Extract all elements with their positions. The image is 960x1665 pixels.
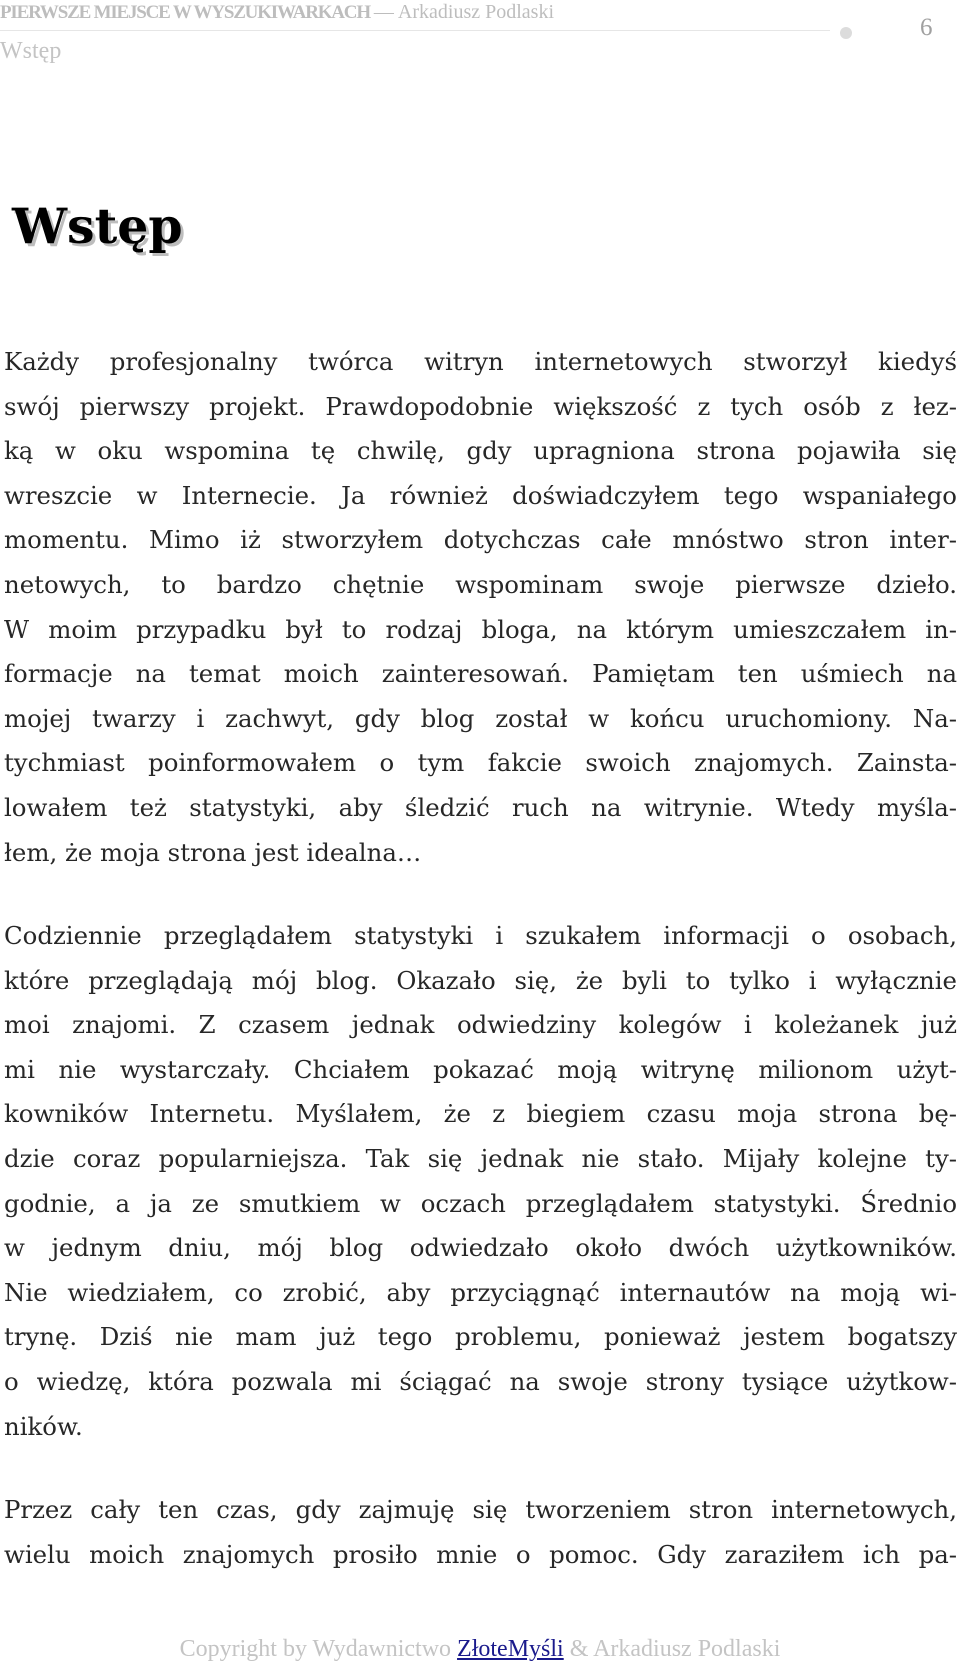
paragraph-line: Codziennie przeglądałem statystyki i szukałem informacji o osobach,: [4, 921, 957, 950]
paragraph-line: o wiedzę, która pozwala mi ściągać na swoje strony tysiące użytkow-: [4, 1366, 957, 1396]
paragraph-line: w jednym dniu, mój blog odwiedzało około dwóch użytkowników.: [4, 1233, 957, 1263]
paragraph-line: lowałem też statystyki, aby śledzić ruch na witrynie. Wtedy myśla-: [4, 792, 957, 822]
paragraph-line: tychmiast poinformowałem o tym fakcie swoich znajomych. Zainsta-: [4, 748, 957, 778]
paragraph-line: ników.: [4, 1411, 83, 1441]
paragraph-line: swój pierwszy projekt. Prawdopodobnie większość z tych osób z łez-: [4, 391, 957, 421]
publisher-link[interactable]: ZłoteMyśli: [457, 1636, 564, 1662]
paragraph-line: godnie, a ja ze smutkiem w oczach przeglądałem statystyki. Średnio: [4, 1188, 957, 1218]
paragraph-line: Nie wiedziałem, co zrobić, aby przyciągnąć internautów na moją wi-: [4, 1277, 957, 1307]
chapter-title: Wstęp: [12, 197, 183, 255]
paragraph-line: ką w oku wspomina tę chwilę, gdy upragniona strona pojawiła się: [4, 436, 957, 466]
header-bullet-icon: [840, 27, 852, 39]
running-header: [0, 0, 860, 24]
paragraph-line: netowych, to bardzo chętnie wspominam swoje pierwsze dzieło.: [4, 569, 957, 599]
paragraph-line: trynę. Dziś nie mam już tego problemu, ponieważ jestem bogatszy: [4, 1322, 957, 1352]
header-author: Arkadiusz Podlaski: [397, 1, 555, 23]
paragraph-line: wreszcie w Internecie. Ja również doświadczyłem tego wspaniałego: [4, 480, 957, 510]
paragraph-line: które przeglądają mój blog. Okazało się, że byli to tylko i wyłącznie: [4, 965, 957, 995]
page-footer: [0, 1636, 960, 1663]
paragraph-3: [4, 1488, 957, 1577]
paragraph-line: Każdy profesjonalny twórca witryn internetowych stworzył kiedyś: [4, 347, 957, 376]
paragraph-line: W moim przypadku był to rodzaj bloga, na którym umieszczałem in-: [4, 614, 957, 644]
paragraph-line: dzie coraz popularniejsza. Tak się jednak nie stało. Mijały kolejne ty-: [4, 1143, 957, 1173]
paragraph-line: mojej twarzy i zachwyt, gdy blog został w końcu uruchomiony. Na-: [4, 703, 957, 733]
paragraph-line: formacje na temat moich zainteresowań. Pamiętam ten uśmiech na: [4, 659, 957, 689]
header-dash: —: [373, 1, 394, 23]
header-book-title: PIERWSZE MIEJSCE W WYSZUKIWARKACH: [0, 2, 370, 23]
paragraph-line: mi nie wystarczały. Chciałem pokazać moją witrynę milionom użyt-: [4, 1054, 957, 1084]
paragraph-line: Przez cały ten czas, gdy zajmuję się tworzeniem stron internetowych,: [4, 1495, 957, 1524]
paragraph-line: łem, że moja strona jest idealna…: [4, 837, 422, 867]
page-number: 6: [920, 14, 933, 41]
paragraph-line: moi znajomi. Z czasem jednak odwiedziny kolegów i koleżanek już: [4, 1010, 957, 1040]
paragraph-line: kowników Internetu. Myślałem, że z biegiem czasu moja strona bę-: [4, 1099, 957, 1129]
header-divider: [0, 30, 830, 31]
footer-copyright-suffix: & Arkadiusz Podlaski: [563, 1636, 781, 1662]
paragraph-2: [4, 914, 957, 1449]
header-section-name: Wstęp: [0, 38, 62, 64]
paragraph-1: [4, 340, 957, 875]
footer-copyright-prefix: Copyright by Wydawnictwo: [179, 1636, 458, 1662]
paragraph-line: wielu moich znajomych prosiło mnie o pomoc. Gdy zaraziłem ich pa-: [4, 1539, 957, 1569]
paragraph-line: momentu. Mimo iż stworzyłem dotychczas całe mnóstwo stron inter-: [4, 525, 957, 555]
